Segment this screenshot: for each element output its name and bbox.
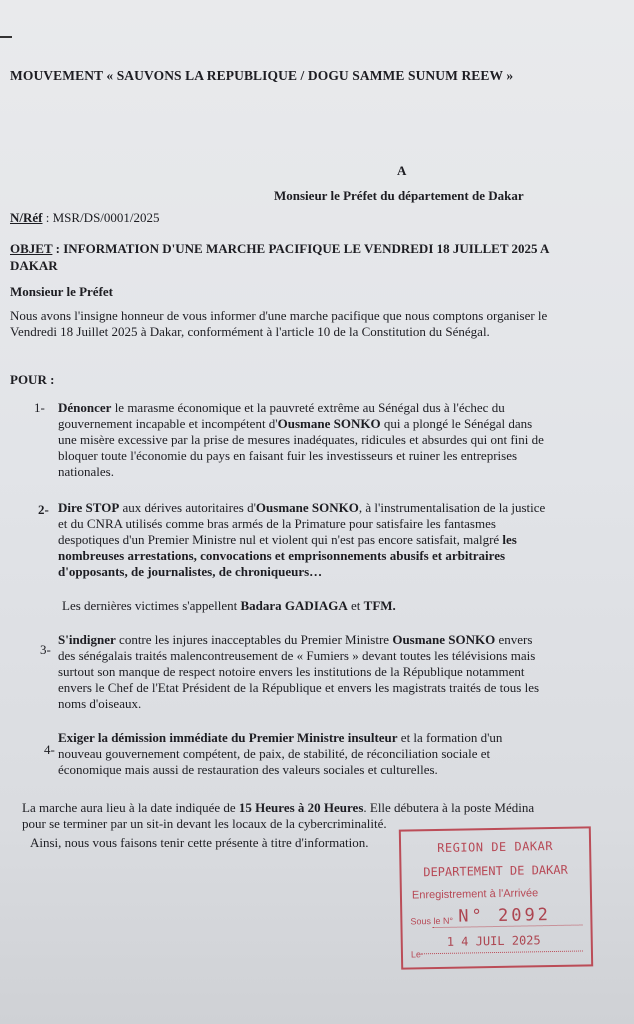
item-3-text — [58, 632, 548, 712]
salutation: Monsieur le Préfet — [10, 284, 113, 299]
item-1-lead: Dénoncer — [58, 400, 112, 415]
item-2-lead: Dire STOP — [58, 500, 120, 515]
arrival-stamp — [399, 826, 593, 969]
stamp-number: N° 2092 — [458, 905, 552, 927]
item-4-number: 4- — [44, 742, 55, 757]
item-4-part-a: et la formation d'un nouveau gouvernement compétent, de paix, de stabilité, de réconciliation sociale et économique mais aussi de restauration des valeurs sociales et culturelles. — [58, 730, 503, 777]
stamp-date: 1 4 JUIL 2025 — [446, 933, 541, 949]
item-3-number: 3- — [40, 642, 51, 657]
stamp-date-line — [421, 950, 583, 954]
item-4-lead: Exiger la démission immédiate du Premier Ministre insulteur — [58, 730, 398, 745]
march-hours: 15 Heures à 20 Heures — [238, 800, 364, 815]
item-2-name: Ousmane SONKO — [255, 500, 359, 515]
corner-mark — [0, 36, 12, 38]
victims-line — [62, 598, 396, 614]
victims-tfm: TFM. — [363, 598, 396, 613]
reference-line — [10, 210, 160, 226]
stamp-date-label: Le — [410, 949, 422, 960]
item-2-part-a: aux dérives autoritaires d' — [119, 500, 256, 515]
pour-heading: POUR : — [10, 372, 55, 387]
item-4-text — [58, 730, 548, 778]
item-1-name: Ousmane SONKO — [277, 416, 381, 431]
stamp-number-label: Sous le N° — [410, 915, 454, 927]
subject-label: OBJET — [10, 241, 53, 256]
intro-paragraph: Nous avons l'insigne honneur de vous informer d'une marche pacifique que nous comptons organiser le Vendredi 18 Juillet 2025 à Dakar, conformément à l'article 10 de la Constitution du Sénégal. — [10, 308, 548, 339]
item-1-part-b: qui a plongé le Sénégal dans une misère excessive par la prise de mesures inadéquates, ridicules et absurdes qui ont fini de bloquer toute l'économie du pays en faisant fuir les investisseurs et ruiner les entreprises nationales. — [58, 416, 544, 479]
stamp-region: REGION DE DAKAR — [437, 838, 554, 856]
item-2-part-b: , à l'instrumentalisation de la justice et du CNRA utilisés comme bras armés de la Primature pour satisfaire les fantasmes despotiques d'un Premier Ministre nul et violent qui n'est pas encore satisfait, malgré — [58, 500, 546, 547]
stamp-registration: Enregistrement à l'Arrivée — [411, 887, 539, 902]
item-2-number: 2- — [38, 502, 49, 517]
victims-text: Les dernières victimes s'appellent — [62, 598, 241, 613]
victims-and: et — [347, 598, 364, 613]
recipient-name: Monsieur le Préfet du département de Dakar — [274, 188, 524, 203]
item-3-part-a: contre les injures inacceptables du Premier Ministre — [115, 632, 393, 647]
stamp-department: DEPARTEMENT DE DAKAR — [423, 862, 568, 880]
stamp-number-line — [432, 924, 582, 928]
closing-line: Ainsi, nous vous faisons tenir cette présente à titre d'information. — [30, 835, 369, 850]
item-3-lead: S'indigner — [58, 632, 116, 647]
movement-header: MOUVEMENT « SAUVONS LA REPUBLIQUE / DOGU SAMME SUNUM REEW » — [10, 68, 514, 83]
reference-label: N/Réf — [10, 210, 43, 225]
march-text-b: . Elle débutera à la poste Médina pour se terminer par un sit-in devant les locaux de la cybercriminalité. — [22, 800, 535, 831]
march-details — [22, 800, 552, 832]
item-3-name: Ousmane SONKO — [392, 632, 496, 647]
item-1-part-a: le marasme économique et la pauvreté extrême au Sénégal dus à l'échec du gouvernement incapable et incompétent d' — [58, 400, 505, 431]
victims-names: Badara GADIAGA — [240, 598, 348, 613]
item-2-text — [58, 500, 548, 580]
item-3-part-b: envers des sénégalais traités malencontreusement de « Fumiers » devant toutes les télévisions mais surtout son manque de respect notoire envers les institutions de la République notamment envers le Chef de l'Etat Président de la République et envers les magistrats traités de tous les noms d'oiseaux. — [58, 632, 540, 711]
reference-value: : MSR/DS/0001/2025 — [42, 210, 160, 225]
subject-text: : INFORMATION D'UNE MARCHE PACIFIQUE LE VENDREDI 18 JUILLET 2025 A DAKAR — [10, 241, 549, 273]
march-text-a: La marche aura lieu à la date indiquée de — [22, 800, 239, 815]
subject-line — [10, 240, 570, 274]
item-1-number: 1- — [34, 400, 45, 415]
item-1-text — [58, 400, 548, 480]
item-2-bold-tail: les nombreuses arrestations, convocations et emprisonnements abusifs et arbitraires d'opposants, de journalistes, de chroniqueurs… — [58, 532, 517, 579]
recipient-prefix: A — [397, 163, 407, 178]
